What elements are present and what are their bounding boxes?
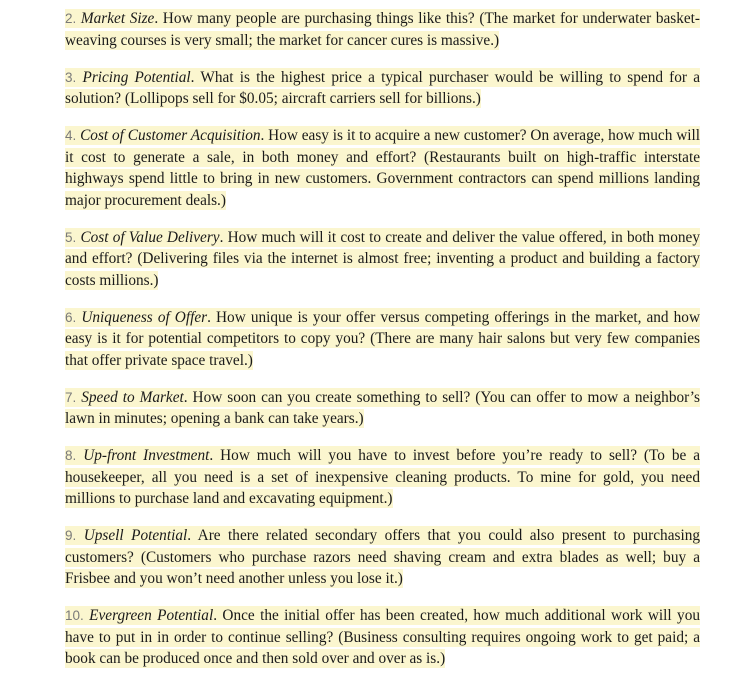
item-number: 4. <box>65 128 77 143</box>
item-term: Upsell Potential <box>83 527 188 544</box>
list-item-speed-to-market <box>65 387 700 430</box>
item-number: 5. <box>65 229 77 245</box>
list-item-uniqueness-of-offer <box>65 307 700 372</box>
list-item-upsell-potential <box>65 525 700 590</box>
item-number: 3. <box>65 69 77 85</box>
document-page <box>65 8 700 685</box>
highlight <box>65 388 700 429</box>
highlight <box>65 526 700 588</box>
item-text: . Once the initial offer has been created, how much additional work will you have to put in in order to continue selling? (Business consulting requires ongoing work to get paid; a book can be produced once and then sold over and over as is.) <box>65 607 700 667</box>
highlight <box>65 606 700 668</box>
item-number: 8. <box>65 448 77 463</box>
highlight <box>65 446 700 508</box>
highlight <box>65 308 700 370</box>
list-item-pricing-potential <box>65 67 700 110</box>
item-number: 6. <box>65 309 77 325</box>
highlight <box>65 9 700 50</box>
highlight <box>65 126 700 210</box>
item-term: Speed to Market <box>81 388 184 406</box>
list-item-evergreen-potential <box>65 605 700 670</box>
item-number: 10. <box>65 608 84 623</box>
item-text: . What is the highest price a typical purchaser would be willing to spend for a solution? (Lollipops sell for $0.05; aircraft carriers sell for billions.) <box>65 68 701 107</box>
highlight <box>65 68 700 109</box>
item-term: Uniqueness of Offer <box>81 308 208 326</box>
highlight <box>65 228 700 290</box>
item-text: . How much will you have to invest before you’re ready to sell? (To be a housekeeper, all you need is a set of inexpensive cleaning products. To mine for gold, you need millions to purchase land and excavating equipment.) <box>65 447 701 507</box>
item-text: . How unique is your offer versus competing offerings in the market, and how easy is it for potential competitors to copy you? (There are many hair salons but very few companies that offer private space travel.) <box>65 308 700 369</box>
list-item-up-front-investment <box>65 445 700 510</box>
list-item-cost-of-customer-acquisition <box>65 125 700 211</box>
item-text: . How many people are purchasing things like this? (The market for underwater basket-weaving courses is very small; the market for cancer cures is massive.) <box>65 10 701 49</box>
item-term: Evergreen Potential <box>89 607 214 624</box>
item-text: . Are there related secondary offers that you could also present to purchasing customers? (Customers who purchase razors need shaving cream and extra blades as well; buy a Frisbee and you won’t need another unless you lose it.) <box>65 527 700 587</box>
list-item-market-size <box>65 8 700 51</box>
item-term: Cost of Customer Acquisition <box>80 127 261 144</box>
item-text: . How soon can you create something to sell? (You can offer to mow a neighbor’s lawn in minutes; opening a bank can take years.) <box>65 388 700 427</box>
item-term: Cost of Value Delivery <box>80 228 220 246</box>
item-number: 7. <box>65 389 77 405</box>
item-term: Up-front Investment <box>83 447 210 464</box>
item-number: 2. <box>65 11 77 26</box>
item-number: 9. <box>65 528 77 543</box>
item-text: . How easy is it to acquire a new customer? On average, how much will it cost to generate a sale, in both money and effort? (Restaurants built on high-traffic interstate highways spend little to bring in new customers. Government contractors can spend millions landing major procurement deals.) <box>65 127 700 209</box>
item-text: . How much will it cost to create and deliver the value offered, in both money and effort? (Delivering files via the internet is almost free; inventing a product and building a factory costs millions.) <box>65 228 700 289</box>
item-term: Market Size <box>80 10 155 27</box>
item-term: Pricing Potential <box>82 68 191 86</box>
list-item-cost-of-value-delivery <box>65 227 700 292</box>
